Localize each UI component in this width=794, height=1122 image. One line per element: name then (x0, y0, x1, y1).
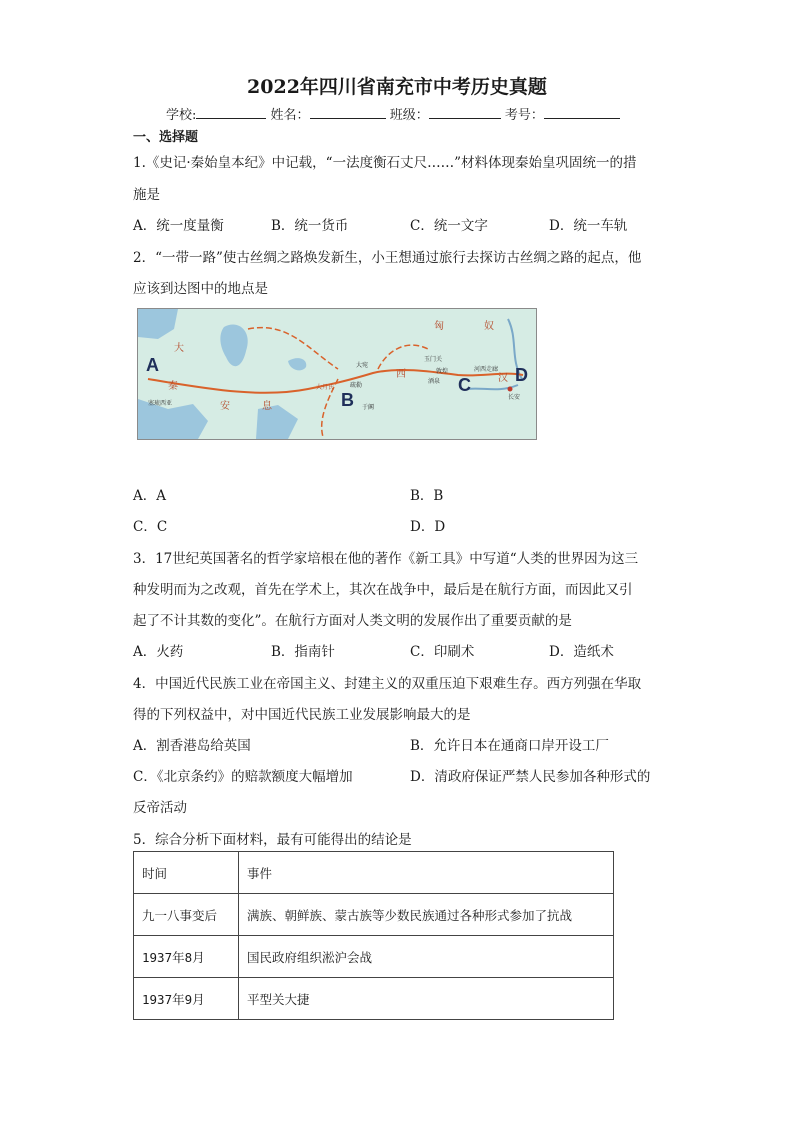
q1-option-c: C．统一文字 (410, 218, 488, 234)
name-blank (310, 105, 386, 119)
exam-no-label: 考号： (504, 108, 544, 123)
q3-stem-line2: 种发明而为之改观，首先在学术上，其次在战争中，最后是在航行方面，而因此又引 (133, 582, 633, 598)
q2-stem-line1: 2．“一带一路”使古丝绸之路焕发新生，小王想通过旅行去探访古丝绸之路的起点，他 (133, 250, 642, 266)
school-blank (196, 105, 266, 119)
silk-road-map (137, 308, 537, 440)
q2-option-b: B．B (410, 488, 444, 504)
map-label-dunhuang: 敦煌 (436, 368, 449, 375)
q2-option-a: A．A (133, 488, 166, 504)
table-cell-event: 国民政府组织淞沪会战 (239, 936, 614, 978)
q1-stem-line1: 1.《史记·秦始皇本纪》中记载，“一法度衡石丈尺……”材料体现秦始皇巩固统一的措 (133, 155, 637, 171)
q2-stem-line2: 应该到达图中的地点是 (133, 281, 268, 297)
table-header-event: 事件 (239, 852, 614, 894)
q4-stem-line2: 得的下列权益中，对中国近代民族工业发展影响最大的是 (133, 707, 471, 723)
q4-option-d-continued: 反帝活动 (133, 800, 187, 816)
class-label: 班级： (389, 108, 429, 123)
map-point-b: B (341, 390, 354, 410)
map-label-anxi2: 息 (262, 401, 272, 412)
name-label: 姓名： (270, 108, 310, 123)
map-label-anxi1: 安 (220, 401, 230, 412)
map-point-d: D (515, 365, 528, 385)
q1-option-a: A．统一度量衡 (133, 218, 224, 234)
page-title: 2022年四川省南充市中考历史真题 (247, 76, 547, 98)
map-label-jiuquan: 酒泉 (428, 378, 441, 385)
map-label-xi: 西 (396, 369, 406, 380)
map-point-a: A (146, 355, 159, 375)
map-label-xiongnu2: 奴 (484, 321, 494, 332)
q3-option-c: C．印刷术 (410, 644, 475, 660)
table-header-row (134, 852, 614, 894)
q5-material-table (133, 851, 614, 1020)
map-label-dayue: 大月氏 (316, 384, 335, 391)
table-cell-event: 满族、朝鲜族、蒙古族等少数民族通过各种形式参加了抗战 (239, 894, 614, 936)
map-label-xiongnu1: 匈 (434, 321, 444, 332)
q3-option-d: D．造纸术 (549, 644, 614, 660)
table-row (134, 936, 614, 978)
student-info (166, 104, 620, 123)
map-label-yutian: 于阗 (362, 404, 375, 411)
map-city-dot (508, 387, 513, 392)
school-label: 学校: (166, 108, 197, 123)
q4-option-b: B．允许日本在通商口岸开设工厂 (410, 738, 609, 754)
exam-no-blank (544, 105, 620, 119)
q4-option-a: A．割香港岛给英国 (133, 738, 251, 754)
q4-stem-line1: 4．中国近代民族工业在帝国主义、封建主义的双重压迫下艰难生存。西方列强在华取 (133, 676, 642, 692)
table-cell-time: 1937年8月 (134, 936, 239, 978)
map-label-changan: 长安 (508, 394, 521, 401)
q1-option-b: B．统一货币 (271, 218, 349, 234)
q2-option-d: D．D (410, 519, 446, 535)
table-header-time: 时间 (134, 852, 239, 894)
map-point-c: C (458, 375, 471, 395)
table-row (134, 894, 614, 936)
q3-stem-line3: 起了不计其数的变化”。在航行方面对人类文明的发展作出了重要贡献的是 (133, 613, 572, 629)
map-label-hexi: 河西走廊 (474, 366, 499, 373)
map-label-daqin2: 秦 (168, 381, 178, 392)
q4-option-c: C．《北京条约》的赔款额度大幅增加 (133, 769, 353, 785)
map-label-daqin1: 大 (174, 343, 184, 354)
table-cell-time: 九一八事变后 (134, 894, 239, 936)
map-label-shule: 疏勒 (350, 382, 363, 389)
silk-road-map-graphic (138, 309, 536, 439)
map-label-dayuan: 大宛 (356, 362, 369, 369)
q5-stem: 5．综合分析下面材料，最有可能得出的结论是 (133, 832, 412, 848)
q3-option-b: B．指南针 (271, 644, 335, 660)
q1-stem-line2: 施是 (133, 187, 160, 203)
q1-option-d: D．统一车轨 (549, 218, 628, 234)
table-row (134, 978, 614, 1020)
map-label-yumenguan: 玉门关 (424, 356, 443, 363)
map-label-saileukia: 塞琉西亚 (148, 400, 173, 407)
q4-option-d: D．清政府保证严禁人民参加各种形式的 (410, 769, 651, 785)
class-blank (429, 105, 501, 119)
q3-option-a: A．火药 (133, 644, 184, 660)
q2-option-c: C．C (133, 519, 168, 535)
map-label-han: 汉 (498, 373, 508, 384)
table-cell-event: 平型关大捷 (239, 978, 614, 1020)
section-heading: 一、选择题 (133, 130, 199, 145)
table-cell-time: 1937年9月 (134, 978, 239, 1020)
q3-stem-line1: 3．17世纪英国著名的哲学家培根在他的著作《新工具》中写道“人类的世界因为这三 (133, 551, 639, 567)
